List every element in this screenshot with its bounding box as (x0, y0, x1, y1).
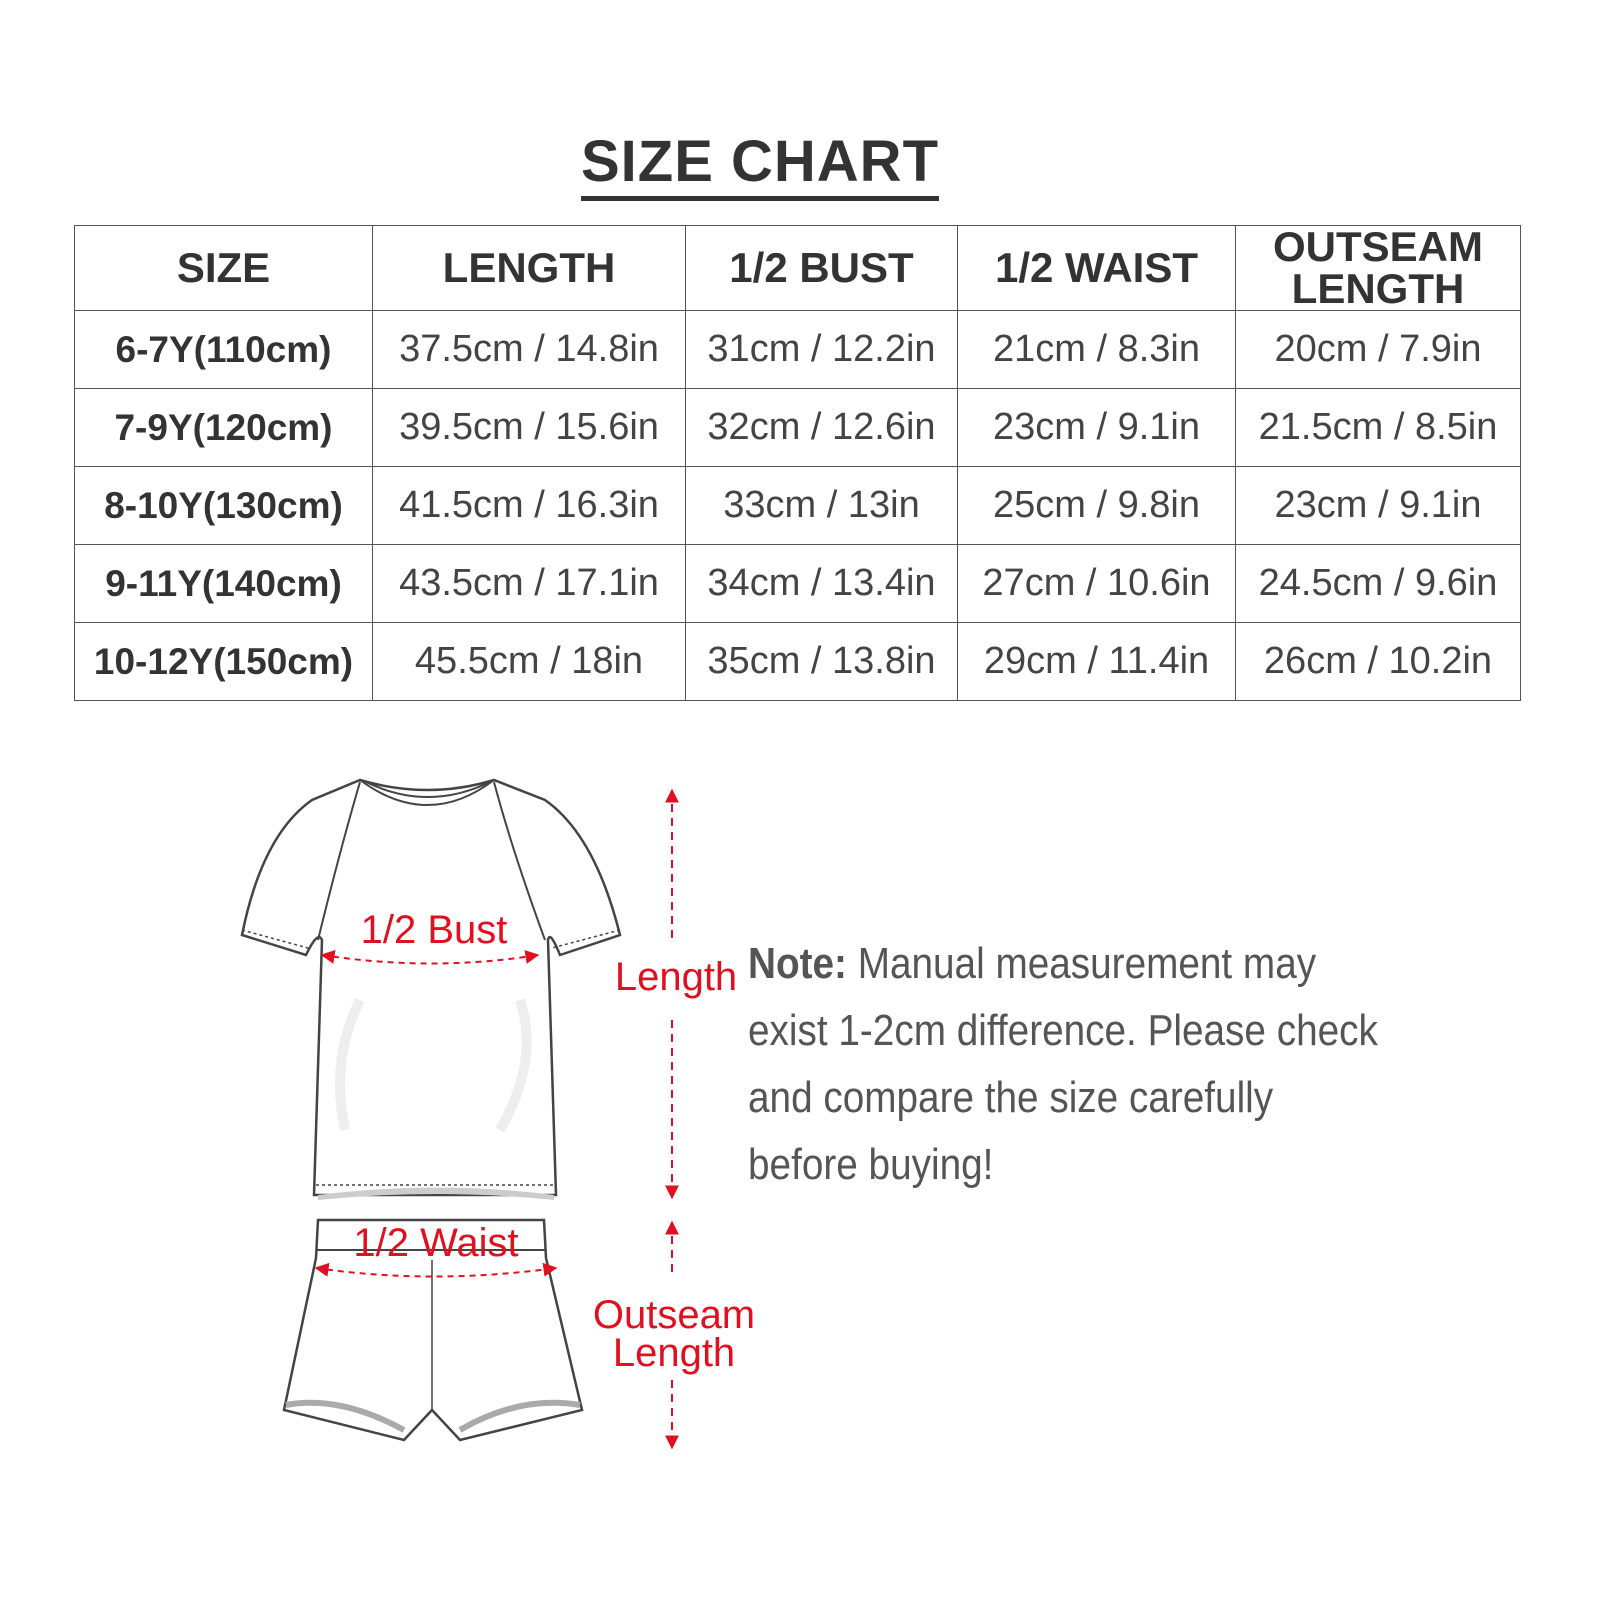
table-cell: 32cm / 12.6in (686, 389, 958, 467)
header-outseam-length: OUTSEAM LENGTH (1236, 226, 1521, 311)
table-cell: 23cm / 9.1in (958, 389, 1236, 467)
size-chart-title-text: SIZE CHART (581, 129, 939, 201)
table-cell: 33cm / 13in (686, 467, 958, 545)
note-text: Manual measurement may exist 1-2cm difference. Please check and compare the size carefully before buying! (748, 939, 1378, 1189)
table-cell: 43.5cm / 17.1in (373, 545, 686, 623)
table-cell: 24.5cm / 9.6in (1236, 545, 1521, 623)
table-cell: 31cm / 12.2in (686, 311, 958, 389)
length-label: Length (614, 955, 738, 999)
table-cell: 45.5cm / 18in (373, 623, 686, 701)
table-cell-size: 8-10Y(130cm) (75, 467, 373, 545)
header-half-waist: 1/2 WAIST (958, 226, 1236, 311)
tshirt-illustration (242, 780, 620, 1200)
bust-label: 1/2 Bust (360, 908, 508, 952)
table-cell-size: 9-11Y(140cm) (75, 545, 373, 623)
table-cell: 35cm / 13.8in (686, 623, 958, 701)
waist-label: 1/2 Waist (353, 1221, 519, 1265)
header-size: SIZE (75, 226, 373, 311)
table-cell: 34cm / 13.4in (686, 545, 958, 623)
table-cell: 39.5cm / 15.6in (373, 389, 686, 467)
table-cell-size: 10-12Y(150cm) (75, 623, 373, 701)
table-cell-size: 7-9Y(120cm) (75, 389, 373, 467)
outseam-label-line2: Length (612, 1331, 736, 1375)
table-cell: 41.5cm / 16.3in (373, 467, 686, 545)
measurement-note (748, 930, 1390, 1198)
table-cell: 21cm / 8.3in (958, 311, 1236, 389)
table-cell: 25cm / 9.8in (958, 467, 1236, 545)
table-cell-size: 6-7Y(110cm) (75, 311, 373, 389)
header-half-bust: 1/2 BUST (686, 226, 958, 311)
table-cell: 27cm / 10.6in (958, 545, 1236, 623)
table-cell: 26cm / 10.2in (1236, 623, 1521, 701)
table-cell: 23cm / 9.1in (1236, 467, 1521, 545)
header-length: LENGTH (373, 226, 686, 311)
table-cell: 29cm / 11.4in (958, 623, 1236, 701)
note-label: Note: (748, 939, 847, 988)
outseam-label-line1: Outseam (592, 1293, 756, 1337)
table-cell: 20cm / 7.9in (1236, 311, 1521, 389)
table-cell: 37.5cm / 14.8in (373, 311, 686, 389)
table-cell: 21.5cm / 8.5in (1236, 389, 1521, 467)
